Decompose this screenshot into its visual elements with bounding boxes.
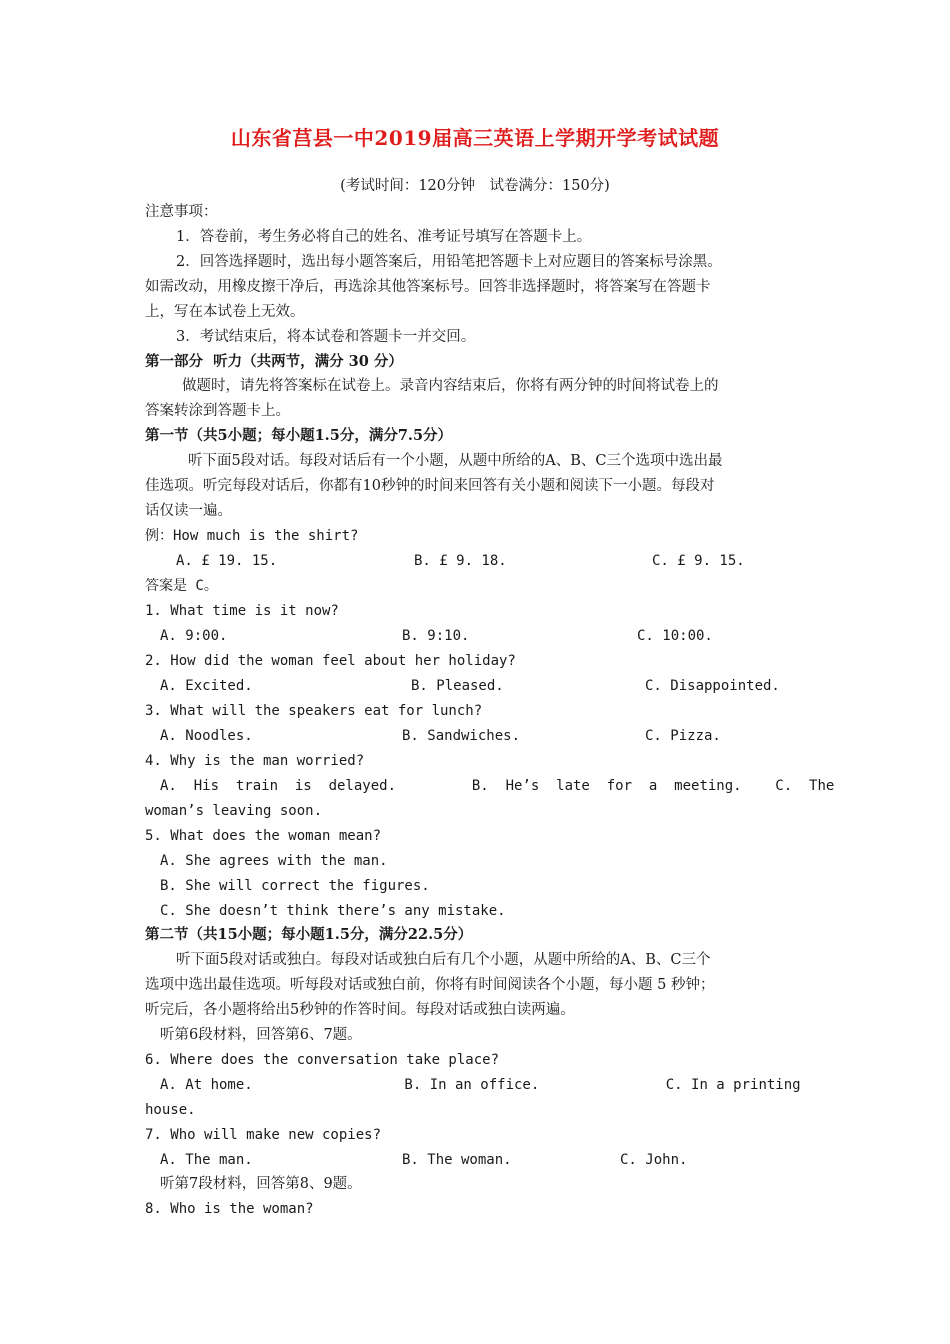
- notice-item-3: 3．考试结束后，将本试卷和答题卡一并交回。: [176, 329, 476, 345]
- material-6-heading: 听第6段材料，回答第6、7题。: [160, 1027, 362, 1043]
- example-option-b: B. £ 9. 18.: [414, 553, 507, 569]
- question-8: 8. Who is the woman?: [145, 1201, 314, 1217]
- notice-item-2-line-2: 如需改动，用橡皮擦干净后，再选涂其他答案标号。回答非选择题时，将答案写在答题卡: [145, 279, 711, 295]
- part1-intro-line-1: 做题时，请先将答案标在试卷上。录音内容结束后，你将有两分钟的时间将试卷上的: [182, 378, 719, 394]
- section1-heading: 第一节（共5小题；每小题1.5分，满分7.5分）: [145, 427, 453, 444]
- section1-intro-line-1: 听下面5段对话。每段对话后有一个小题，从题中所给的A、B、C三个选项中选出最: [188, 453, 723, 469]
- question-4-options-line-2: woman’s leaving soon.: [145, 803, 323, 819]
- question-1: 1. What time is it now?: [145, 603, 339, 619]
- exam-title: 山东省莒县一中2019届高三英语上学期开学考试试题: [230, 126, 720, 150]
- section1-intro-line-3: 话仅读一遍。: [145, 503, 232, 519]
- example-answer: 答案是 C。: [145, 578, 218, 594]
- question-7-option-c: C. John.: [620, 1152, 688, 1168]
- section1-intro-line-2: 佳选项。听完每段对话后，你都有10秒钟的时间来回答有关小题和阅读下一小题。每段对: [145, 478, 715, 494]
- question-5-option-a: A. She agrees with the man.: [160, 853, 388, 869]
- question-7-option-b: B. The woman.: [402, 1152, 512, 1168]
- section2-intro-line-1: 听下面5段对话或独白。每段对话或独白后有几个小题，从题中所给的A、B、C三个: [176, 952, 711, 968]
- question-2-option-a: A. Excited.: [160, 678, 253, 694]
- question-3: 3. What will the speakers eat for lunch?: [145, 703, 483, 719]
- question-5-option-b: B. She will correct the figures.: [160, 878, 430, 894]
- question-3-option-b: B. Sandwiches.: [402, 728, 521, 744]
- question-4-options-line-1: A. His train is delayed. B. He’s late for a meeting. C. The: [160, 778, 835, 794]
- section2-heading: 第二节（共15小题；每小题1.5分，满分22.5分）: [145, 926, 473, 943]
- question-5: 5. What does the woman mean?: [145, 828, 382, 844]
- notice-item-2-line-1: 2．回答选择题时，选出每小题答案后，用铅笔把答题卡上对应题目的答案标号涂黑。: [176, 254, 722, 270]
- question-7-option-a: A. The man.: [160, 1152, 253, 1168]
- section2-intro-line-2: 选项中选出最佳选项。听每段对话或独白前，你将有时间阅读各个小题，每小题 5 秒钟；: [145, 977, 715, 993]
- question-7: 7. Who will make new copies?: [145, 1127, 382, 1143]
- example-question: 例：How much is the shirt?: [145, 528, 359, 544]
- part1-heading: 第一部分 听力（共两节，满分 30 分）: [145, 353, 403, 370]
- notice-heading: 注意事项：: [145, 204, 218, 220]
- question-5-option-c: C. She doesn’t think there’s any mistake.: [160, 903, 506, 919]
- part1-intro-line-2: 答案转涂到答题卡上。: [145, 403, 290, 419]
- question-6: 6. Where does the conversation take place?: [145, 1052, 500, 1068]
- question-4: 4. Why is the man worried?: [145, 753, 365, 769]
- example-option-a: A. £ 19. 15.: [176, 553, 278, 569]
- question-6-options-line-1: A. At home. B. In an office. C. In a printing: [160, 1077, 801, 1093]
- section2-intro-line-3: 听完后，各小题将给出5秒钟的作答时间。每段对话或独白读两遍。: [145, 1002, 575, 1018]
- question-1-option-c: C. 10:00.: [637, 628, 713, 644]
- question-2-option-b: B. Pleased.: [411, 678, 504, 694]
- material-7-heading: 听第7段材料，回答第8、9题。: [160, 1176, 362, 1192]
- exam-info: (考试时间：120分钟 试卷满分：150分): [340, 178, 610, 194]
- question-3-option-c: C. Pizza.: [645, 728, 721, 744]
- question-2-option-c: C. Disappointed.: [645, 678, 780, 694]
- question-1-option-a: A. 9:00.: [160, 628, 228, 644]
- question-2: 2. How did the woman feel about her holiday?: [145, 653, 516, 669]
- notice-item-2-line-3: 上，写在本试卷上无效。: [145, 304, 305, 320]
- question-1-option-b: B. 9:10.: [402, 628, 470, 644]
- notice-item-1: 1．答卷前，考生务必将自己的姓名、准考证号填写在答题卡上。: [176, 229, 592, 245]
- question-6-options-line-2: house.: [145, 1102, 196, 1118]
- example-option-c: C. £ 9. 15.: [652, 553, 745, 569]
- question-3-option-a: A. Noodles.: [160, 728, 253, 744]
